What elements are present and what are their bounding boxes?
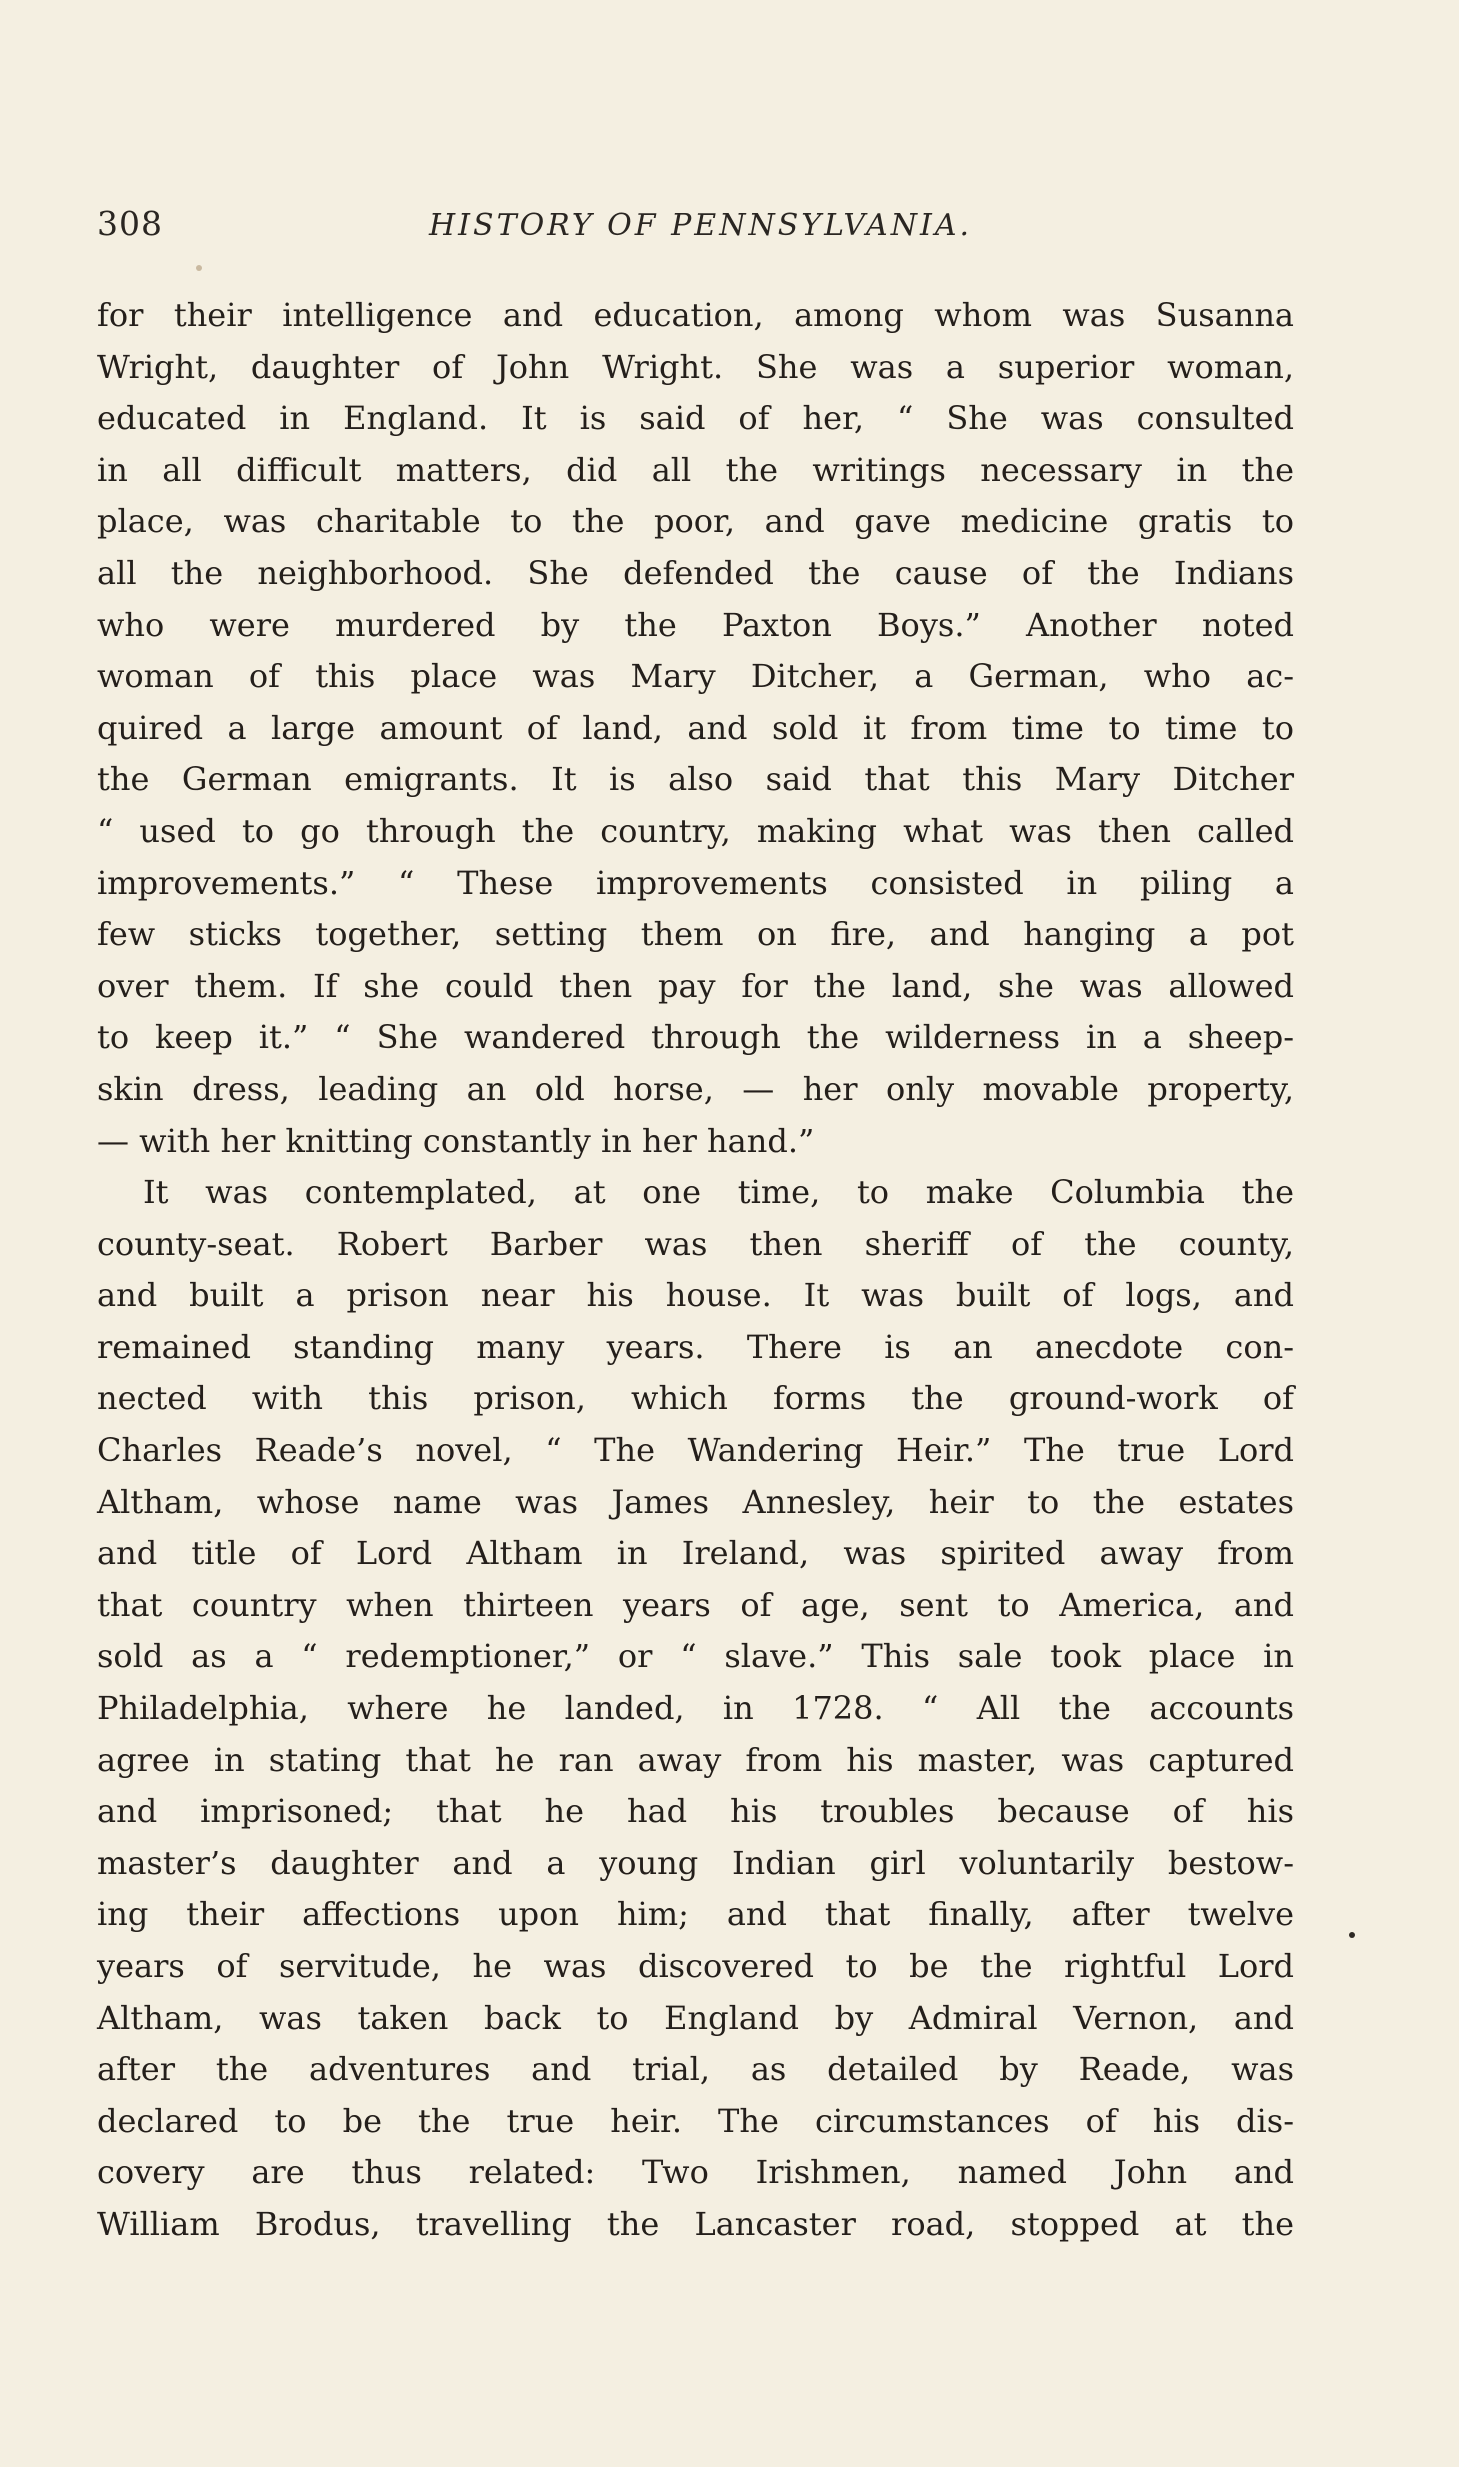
text-line: to keep it.” “ She wandered through the wilderness in a sheep- [97,1018,1294,1057]
text-line: declared to be the true heir. The circumstances of his dis- [97,2101,1294,2140]
body-text [97,290,1294,2251]
text-line: who were murdered by the Paxton Boys.” Another noted [97,605,1294,644]
text-line: improvements.” “ These improvements consisted in piling a [97,863,1294,902]
speck [196,265,202,271]
text-line: and title of Lord Altham in Ireland, was spirited away from [97,1534,1294,1573]
text-line: remained standing many years. There is an anecdote con- [97,1327,1294,1366]
page-number: 308 [97,204,163,243]
text-line: few sticks together, setting them on fire, and hanging a pot [97,915,1294,954]
text-line: and built a prison near his house. It was built of logs, and [97,1276,1294,1315]
text-line: It was contemplated, at one time, to make Columbia the [143,1173,1294,1212]
text-line: that country when thirteen years of age, sent to America, and [97,1585,1294,1624]
text-line: William Brodus, travelling the Lancaster road, stopped at the [97,2204,1294,2243]
text-line: “ used to go through the country, making what was then called [97,811,1294,850]
text-line: county-seat. Robert Barber was then sheriff of the county, [97,1224,1294,1263]
text-line: woman of this place was Mary Ditcher, a German, who ac- [97,657,1294,696]
text-line: agree in stating that he ran away from his master, was captured [97,1740,1294,1779]
text-line: ing their affections upon him; and that finally, after twelve [97,1895,1294,1934]
text-line: place, was charitable to the poor, and gave medicine gratis to [97,502,1294,541]
text-line: after the adventures and trial, as detailed by Reade, was [97,2050,1294,2089]
text-line: Wright, daughter of John Wright. She was a superior woman, [97,347,1294,386]
text-line: — with her knitting constantly in her hand.” [97,1121,815,1160]
page-header [97,204,1297,264]
text-line: covery are thus related: Two Irishmen, named John and [97,2153,1294,2192]
text-line: Charles Reade’s novel, “ The Wandering Heir.” The true Lord [97,1431,1294,1470]
text-line: the German emigrants. It is also said that this Mary Ditcher [97,760,1294,799]
text-line: Altham, whose name was James Annesley, heir to the estates [97,1482,1294,1521]
text-line: nected with this prison, which forms the ground-work of [97,1379,1294,1418]
text-line: all the neighborhood. She defended the cause of the Indians [97,553,1294,592]
text-line: years of servitude, he was discovered to be the rightful Lord [97,1947,1294,1985]
text-line: master’s daughter and a young Indian girl voluntarily bestow- [97,1843,1294,1882]
text-line: Philadelphia, where he landed, in 1728. “ All the accounts [97,1689,1294,1728]
running-title: HISTORY OF PENNSYLVANIA. [429,208,973,243]
text-line: and imprisoned; that he had his troubles because of his [97,1792,1294,1831]
text-line: sold as a “ redemptioner,” or “ slave.” This sale took place in [97,1637,1294,1676]
text-line: over them. If she could then pay for the land, she was allowed [97,966,1294,1005]
text-line: skin dress, leading an old horse, — her only movable property, [97,1069,1294,1108]
text-line: quired a large amount of land, and sold it from time to time to [97,708,1294,747]
text-line: in all difficult matters, did all the writings necessary in the [97,450,1294,489]
speck [1349,1932,1355,1938]
text-line: for their intelligence and education, among whom was Susanna [97,296,1294,334]
text-line: Altham, was taken back to England by Admiral Vernon, and [97,1998,1294,2037]
text-line: educated in England. It is said of her, “ She was consulted [97,399,1294,438]
